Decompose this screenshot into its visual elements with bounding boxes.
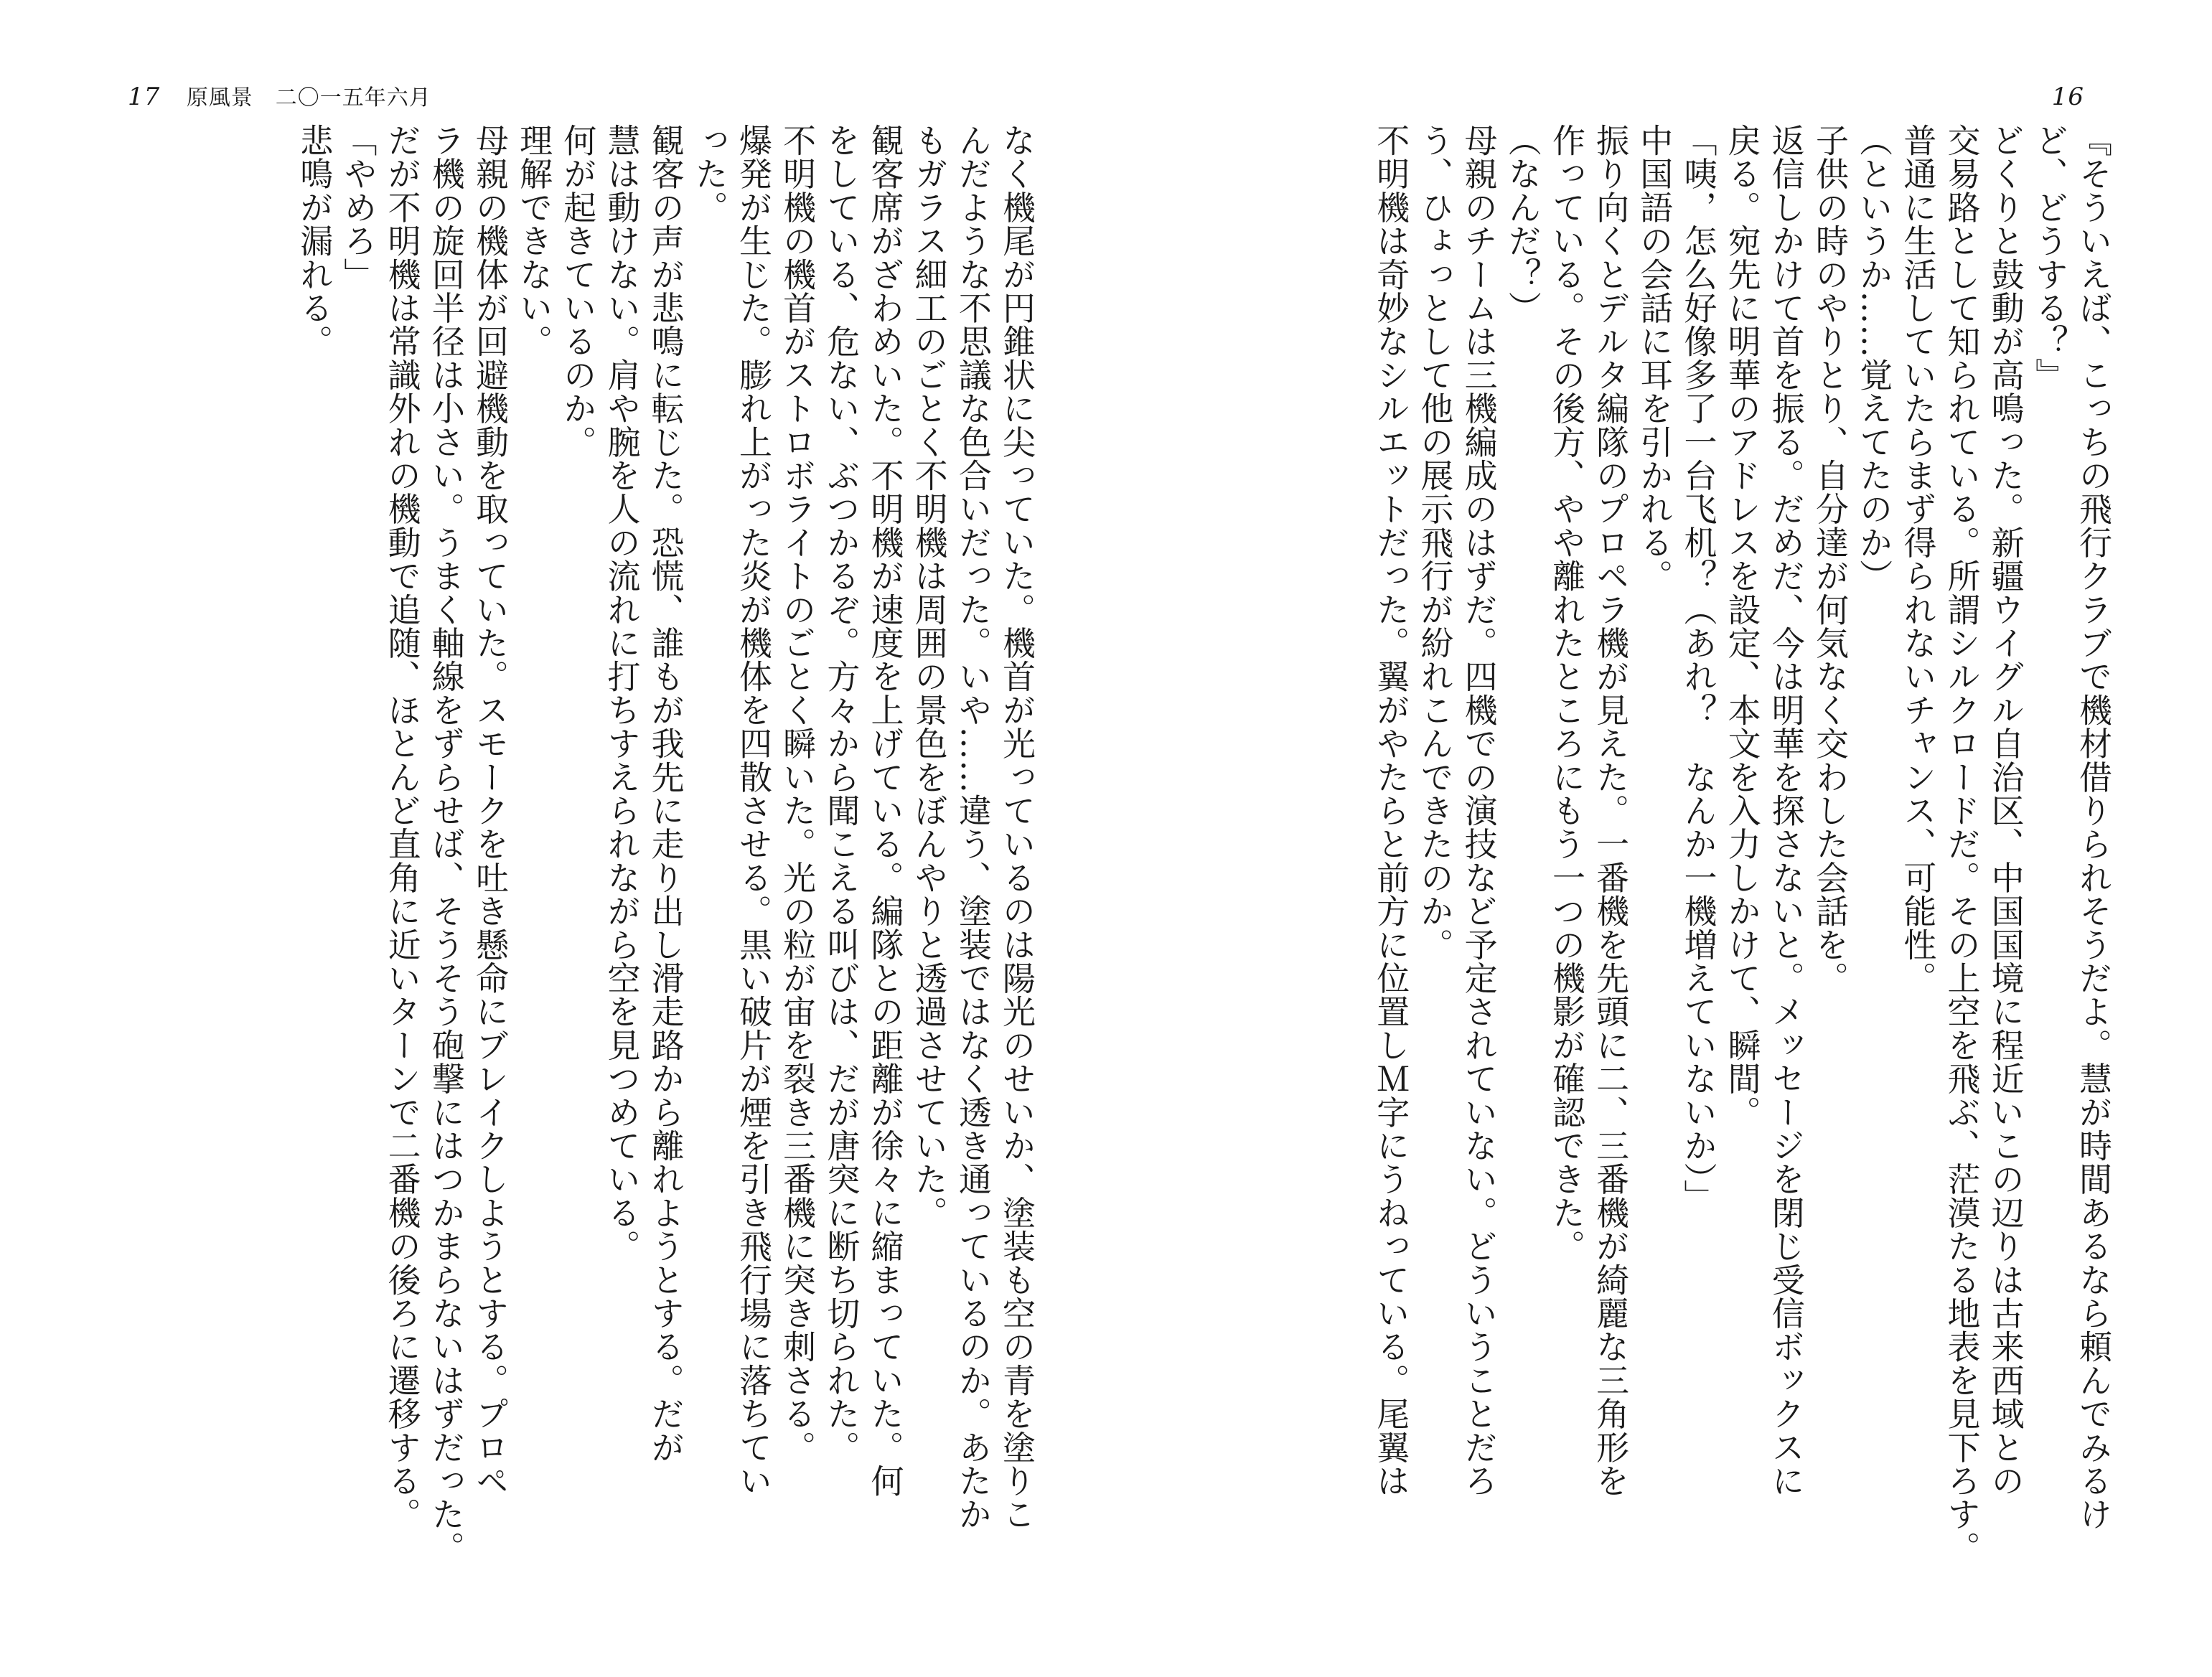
- text-line: 観客席がざわめいた。不明機が速度を上げている。編隊との距離が徐々に縮まっていた。何: [866, 123, 905, 1498]
- right-page-header: [2052, 85, 2084, 109]
- text-line: 「やめろ」: [339, 123, 378, 291]
- text-line: 母親の機体が回避機動を取っていた。スモークを吐き懸命にブレイクしようとする。プロペ: [470, 123, 510, 1498]
- text-line: 子供の時のやりとり、自分達が何気なく交わした会話を。: [1810, 123, 1850, 995]
- text-line: どくりと鼓動が高鳴った。新疆ウイグル自治区、中国国境に程近いこの辺りは古来西域との: [1986, 123, 2025, 1498]
- right-page-number: 16: [2051, 83, 2084, 111]
- text-line: 慧は動けない。肩や腕を人の流れに打ちすえられながら空を見つめている。: [602, 123, 642, 1263]
- text-line: 交易路として知られている。所謂シルクロードだ。その上空を飛ぶ、茫漠たる地表を見下ろす。: [1942, 123, 1982, 1565]
- left-page-header: [128, 85, 431, 109]
- text-line: 作っている。その後方、やや離れたところにもう一つの機影が確認できた。: [1547, 123, 1586, 1263]
- text-line: 「咦，怎么好像多了一台飞机？（あれ？ なんか一機増えていないか）」: [1679, 123, 1718, 1213]
- text-line: 普通に生活していたらまず得られないチャンス、可能性。: [1898, 123, 1938, 995]
- text-line: 悲鳴が漏れる。: [295, 123, 334, 358]
- text-line: 理解できない。: [515, 123, 554, 358]
- text-line: 母親のチームは三機編成のはずだ。四機での演技など予定されていない。どういうことだろ: [1459, 123, 1499, 1498]
- text-line: んだような不思議な色合いだった。いや……違う、塗装ではなく透き通っているのか。あたか: [953, 123, 993, 1531]
- text-line: 爆発が生じた。膨れ上がった炎が機体を四散させる。黒い破片が煙を引き飛行場に落ちてい: [734, 123, 773, 1498]
- text-line: ど、どうする？』: [2030, 123, 2069, 392]
- text-line: う、ひょっとして他の展示飛行が紛れこんできたのか。: [1415, 123, 1455, 962]
- text-line: だが不明機は常識外れの機動で追随、ほとんど直角に近いターンで二番機の後ろに遷移する。: [383, 123, 422, 1531]
- text-line: をしている、危ない、ぶつかるぞ。方々から聞こえる叫びは、だが唐突に断ち切られた。: [822, 123, 861, 1464]
- running-title: 原風景 二〇一五年六月: [186, 85, 431, 111]
- text-line: 戻る。宛先に明華のアドレスを設定、本文を入力しかけて、瞬間。: [1723, 123, 1762, 1129]
- text-line: 返信しかけて首を振る。だめだ、今は明華を探さないと。メッセージを閉じ受信ボックスに: [1766, 123, 1806, 1498]
- text-line: った。: [690, 123, 729, 225]
- text-line: なく機尾が円錐状に尖っていた。機首が光っているのは陽光のせいか、塗装も空の青を塗りこ: [998, 123, 1036, 1531]
- text-line: ラ機の旋回半径は小さい。うまく軸線をずらせば、そうそう砲撃にはつかまらないはずだった。: [426, 123, 466, 1565]
- text-line: （というか……覚えてたのか）: [1855, 123, 1894, 593]
- text-line: 不明機の機首がストロボライトのごとく瞬いた。光の粒が宙を裂き三番機に突き刺さる。: [778, 123, 817, 1464]
- text-line: （なんだ？）: [1503, 123, 1542, 325]
- text-line: 不明機は奇妙なシルエットだった。翼がやたらと前方に位置しＭ字にうねっている。尾翼は: [1372, 123, 1411, 1498]
- left-page-body: [292, 123, 1039, 1587]
- text-line: もガラス細工のごとく不明機は周囲の景色をぼんやりと透過させていた。: [909, 123, 949, 1230]
- text-line: 観客の声が悲鳴に転じた。恐慌、誰もが我先に走り出し滑走路から離れようとする。だが: [646, 123, 685, 1464]
- text-line: 何が起きているのか。: [558, 123, 598, 459]
- text-line: 『そういえば、こっちの飛行クラブで機材借りられそうだよ。慧が時間あるなら頼んでみるけ: [2074, 123, 2113, 1531]
- right-page-body: [1369, 123, 2115, 1587]
- text-line: 中国語の会話に耳を引かれる。: [1635, 123, 1674, 593]
- left-page-number: 17: [128, 83, 161, 111]
- text-line: 振り向くとデルタ編隊のプロペラ機が見えた。一番機を先頭に二、三番機が綺麗な三角形を: [1591, 123, 1631, 1498]
